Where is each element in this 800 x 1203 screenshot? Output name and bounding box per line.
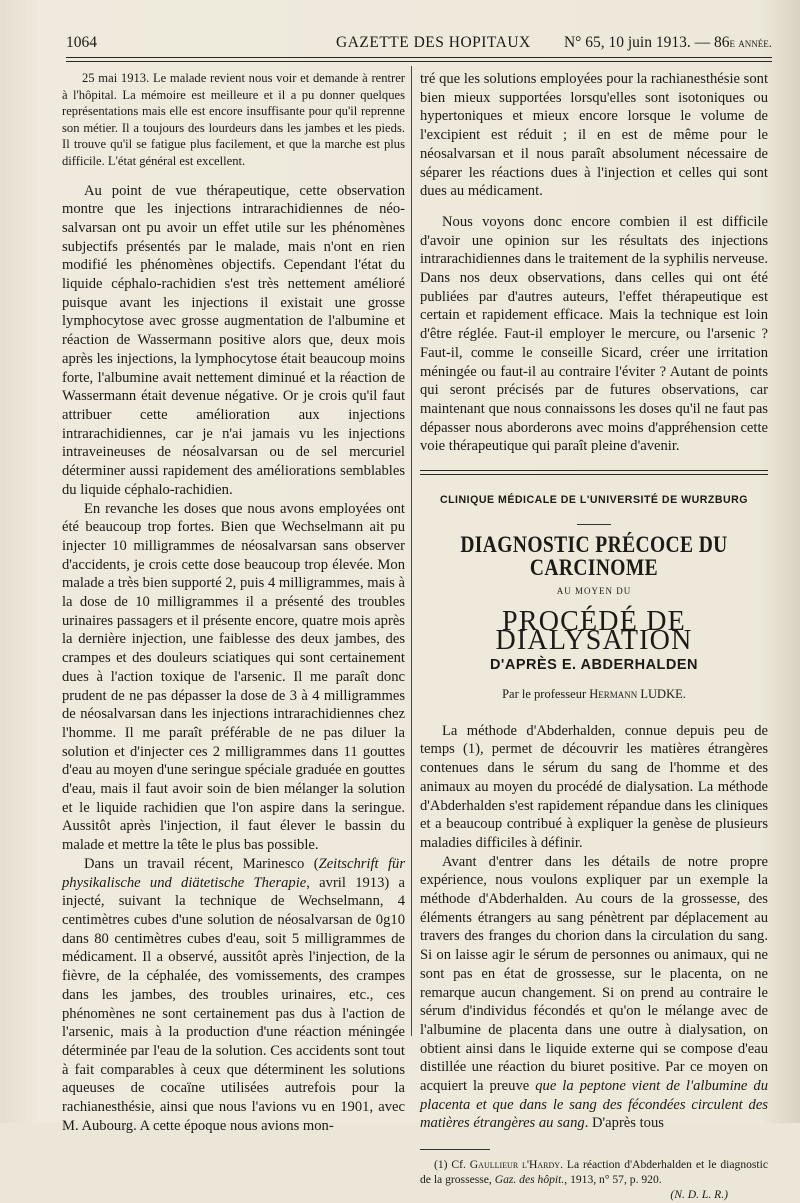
article-subtitle: PROCÉDÉ DE DIALYSATION xyxy=(495,605,693,656)
marinesco-text-b: , avril 1913) a injecté, suivant la technique de Wechselmann, 4 centimètres cubes d'une solution de néosalvarsan de 0g10 dans 80 centimètres cubes d'eau, soit 5 milligrammes de médicament. Il a observé, aussitôt après l'injection, de la fièvre, de la céphalée, des vomissements, des crampes dans les jambes, des troubles urinaires, etc., ces phénomènes ne sont certainement pas dus à l'action de l'arsenic, mais à la production d'une réaction méningée déterminée par l'eau de la solution. Ces accidents sont tout à fait comparables à ceux que déterminent les solutions aqueuses de cocaïne utilisées autrefois pour la rachianesthésie, ainsi que nous l'avions vu en 1901, avec M. Aubourg. A cette époque nous avions mon- xyxy=(62,874,405,1134)
journal-title: GAZETTE DES HOPITAUX xyxy=(336,34,531,51)
footnote-rule xyxy=(420,1149,490,1150)
article-attribution: D'APRÈS E. ABDERHALDEN xyxy=(489,657,699,674)
paragraph-methode: La méthode d'Abderhalden, connue depuis peu de temps (1), permet de découvrir les matières étrangères contenues dans le sérum du sang de l'homme et des animaux au moyen du procédé de dialysation. La méthode d'Abderhalden s'est rapidement répandue dans les cliniques et a beaucoup contribué à expliquer la genèse de plusieurs maladies difficiles à définir. xyxy=(420,722,768,851)
header-rule xyxy=(66,57,772,58)
page-number: 1064 xyxy=(66,34,97,51)
section-divider xyxy=(420,470,768,475)
byline-prefix: Par le professeur xyxy=(502,686,590,701)
footnote-authors: Gaullieur l'Hardy xyxy=(469,1158,561,1172)
right-column xyxy=(420,70,768,1203)
clinic-heading: CLINIQUE MÉDICALE DE L'UNIVERSITÉ DE WURZBURG xyxy=(439,494,749,507)
footnote-signature-text: (N. D. L. R.) xyxy=(670,1187,728,1201)
paragraph-marinesco xyxy=(62,855,405,1136)
footnote-text-c: , 1913, n° 57, p. 920. xyxy=(564,1172,662,1186)
exemple-text-a: Avant d'entrer dans les détails de notre propre expérience, nous voulons expliquer par un exemple la méthode d'Abderhalden. Au cours de la grossesse, des éléments étrangers au sang pénètrent par déplacement au travers des franges du chorion dans la circulation du sang. Si on laisse agir le sérum de personnes ou animaux, qui ne sont pas en état de grossesse, sur le placenta, on ne remarque aucun changement. Si on prend au contraire le sérum d'individus fécondés et qu'on le mélange avec de l'albumine de placenta dans une outre à dialysation, on obtient ainsi dans le liquide externe qui se compose d'eau distillée une réaction du biuret positive. Par ce moyen on acquiert la preuve xyxy=(420,853,768,1095)
marinesco-text-a: Dans un travail récent, Marinesco ( xyxy=(84,855,319,872)
article-title: DIAGNOSTIC PRÉCOCE DU CARCINOME xyxy=(460,532,728,581)
exemple-italic: que la peptone vient de l'albumine du placenta et que dans le sang des fécondées circulent des matières étrangères au sang xyxy=(420,1078,768,1132)
paragraph-exemple xyxy=(420,853,768,1134)
article-title-connector: AU MOYEN DU xyxy=(556,586,632,597)
issue-date xyxy=(564,34,772,52)
footnote xyxy=(420,1158,768,1188)
author-name: Hermann LUDKE. xyxy=(589,686,686,701)
footnote-journal: Gaz. des hôpit. xyxy=(494,1172,565,1186)
issue-year: e année. xyxy=(729,35,772,50)
author-byline xyxy=(420,685,768,704)
left-column xyxy=(62,70,405,1135)
page-header xyxy=(66,34,772,54)
issue-date-text: N° 65, 10 juin 1913. — 86 xyxy=(563,34,730,51)
journal-citation: Zeitschrift für physikalische und diätetische Therapie xyxy=(62,855,405,891)
paragraph-therapeutique: Au point de vue thérapeutique, cette observation montre que les injections intrarachidiennes de néo-salvarsan ont pu avoir un effet utile sur les phénomènes subjectifs présentés par le malade, mais n'ont en rien modifié les phénomènes objectifs. Cependant l'état du liquide céphalo-rachidien s'est très nettement amélioré puisque avant les injections il existait une grosse lymphocytose avec grosse augmentation de l'albumine et réaction de Wassermann positive alors que, deux mois après les injections, la lymphocytose était beaucoup moins forte, l'albumine avait nettement diminué et la réaction de Wassermann était devenue négative. Or je crois qu'il faut attribuer cette amélioration aux injections intrarachidiennes, car je n'ai jamais vu les injections intraveineuses de néosalvarsan ou de sel mercuriel déterminer aussi rapidement des améliorations semblables du liquide céphalo-rachidien. xyxy=(62,182,405,498)
footnote-text-a: (1) Cf. xyxy=(434,1158,470,1172)
header-rule-2 xyxy=(66,61,772,62)
short-rule xyxy=(577,524,611,525)
footnote-text-b: . La réaction d'Abderhalden et le diagnostic de la grossesse, xyxy=(420,1158,769,1186)
paragraph-doses: En revanche les doses que nous avons employées ont été beaucoup trop fortes. Bien que Wechselmann ait pu injecter 10 milligrammes de néosalvarsan sans observer d'accidents, je crois cette dose beaucoup trop élevée. Mon malade a très bien supporté 2, puis 4 milligrammes, mais à la dose de 10 milligrammes il a présenté des troubles urinaires passagers et il présente encore, quatre mois après la dernière injection, une faiblesse des deux jambes, des crampes et des douleurs sciatiques qui sont certainement dues à l'action toxique de l'arsenic. Il me paraît donc prudent de ne pas dépasser la dose de 3 à 4 milligrammes de néosalvarsan dans les injections intrarachidiennes chez l'homme. Il me paraît préférable de ne pas diluer la solution et d'injecter ces 2 milligrammes dans 11 gouttes d'eau au moyen d'une seringue spéciale graduée en gouttes d'eau, mais il faut avoir soin de bien mélanger la solution et le liquide rachidien que l'on aspire dans la seringue. Aussitôt après l'injection, il faut élever le bassin du malade et mettre la tête le plus bas possible. xyxy=(62,500,405,854)
footnote-signature xyxy=(420,1188,768,1203)
paragraph-continuation: tré que les solutions employées pour la rachianesthésie sont bien mieux supportées lorsqu'elles sont isotoniques ou hypertoniques et mieux encore lorsque le volume de l'excipient est réduit ; il en est de même pour le néosalvarsan et il nous paraît absolument nécessaire de séparer les réactions dues à l'injection et celles qui sont dues au médicament. xyxy=(420,71,768,200)
paragraph-conclusion: Nous voyons donc encore combien il est difficile d'avoir une opinion sur les résultats des injections intrarachidiennes dans le traitement de la syphilis nerveuse. Dans nos deux observations, dans celles qui ont été publiées par d'autres auteurs, l'effet thérapeutique est certain et rapidement efficace. Mais la technique est loin d'être réglée. Faut-il employer le mercure, ou l'arsenic ? Faut-il, comme le conseille Sicard, créer une irritation méningée ou faut-il au contraire l'éviter ? Autant de points qui seront précisés par de futures observations, car maintenant que nous connaissons les doses qu'il ne faut pas dépasser nous aborderons avec moins d'appréhension cette voie thérapeutique qui paraît pleine d'avenir. xyxy=(420,213,768,455)
observation-note: 25 mai 1913. Le malade revient nous voir et demande à rentrer à l'hôpital. La mémoire est meilleure et il a pu donner quelques représentations mais elle est encore insuffisante pour qu'il reprenne son métier. Il a toujours des lourdeurs dans les jambes et les pieds. Il trouve qu'il se fatigue plus facilement, et que la marche est plus difficile. L'état général est excellent. xyxy=(62,71,405,168)
column-divider xyxy=(411,66,412,1036)
exemple-text-b: . D'après tous xyxy=(584,1115,664,1132)
